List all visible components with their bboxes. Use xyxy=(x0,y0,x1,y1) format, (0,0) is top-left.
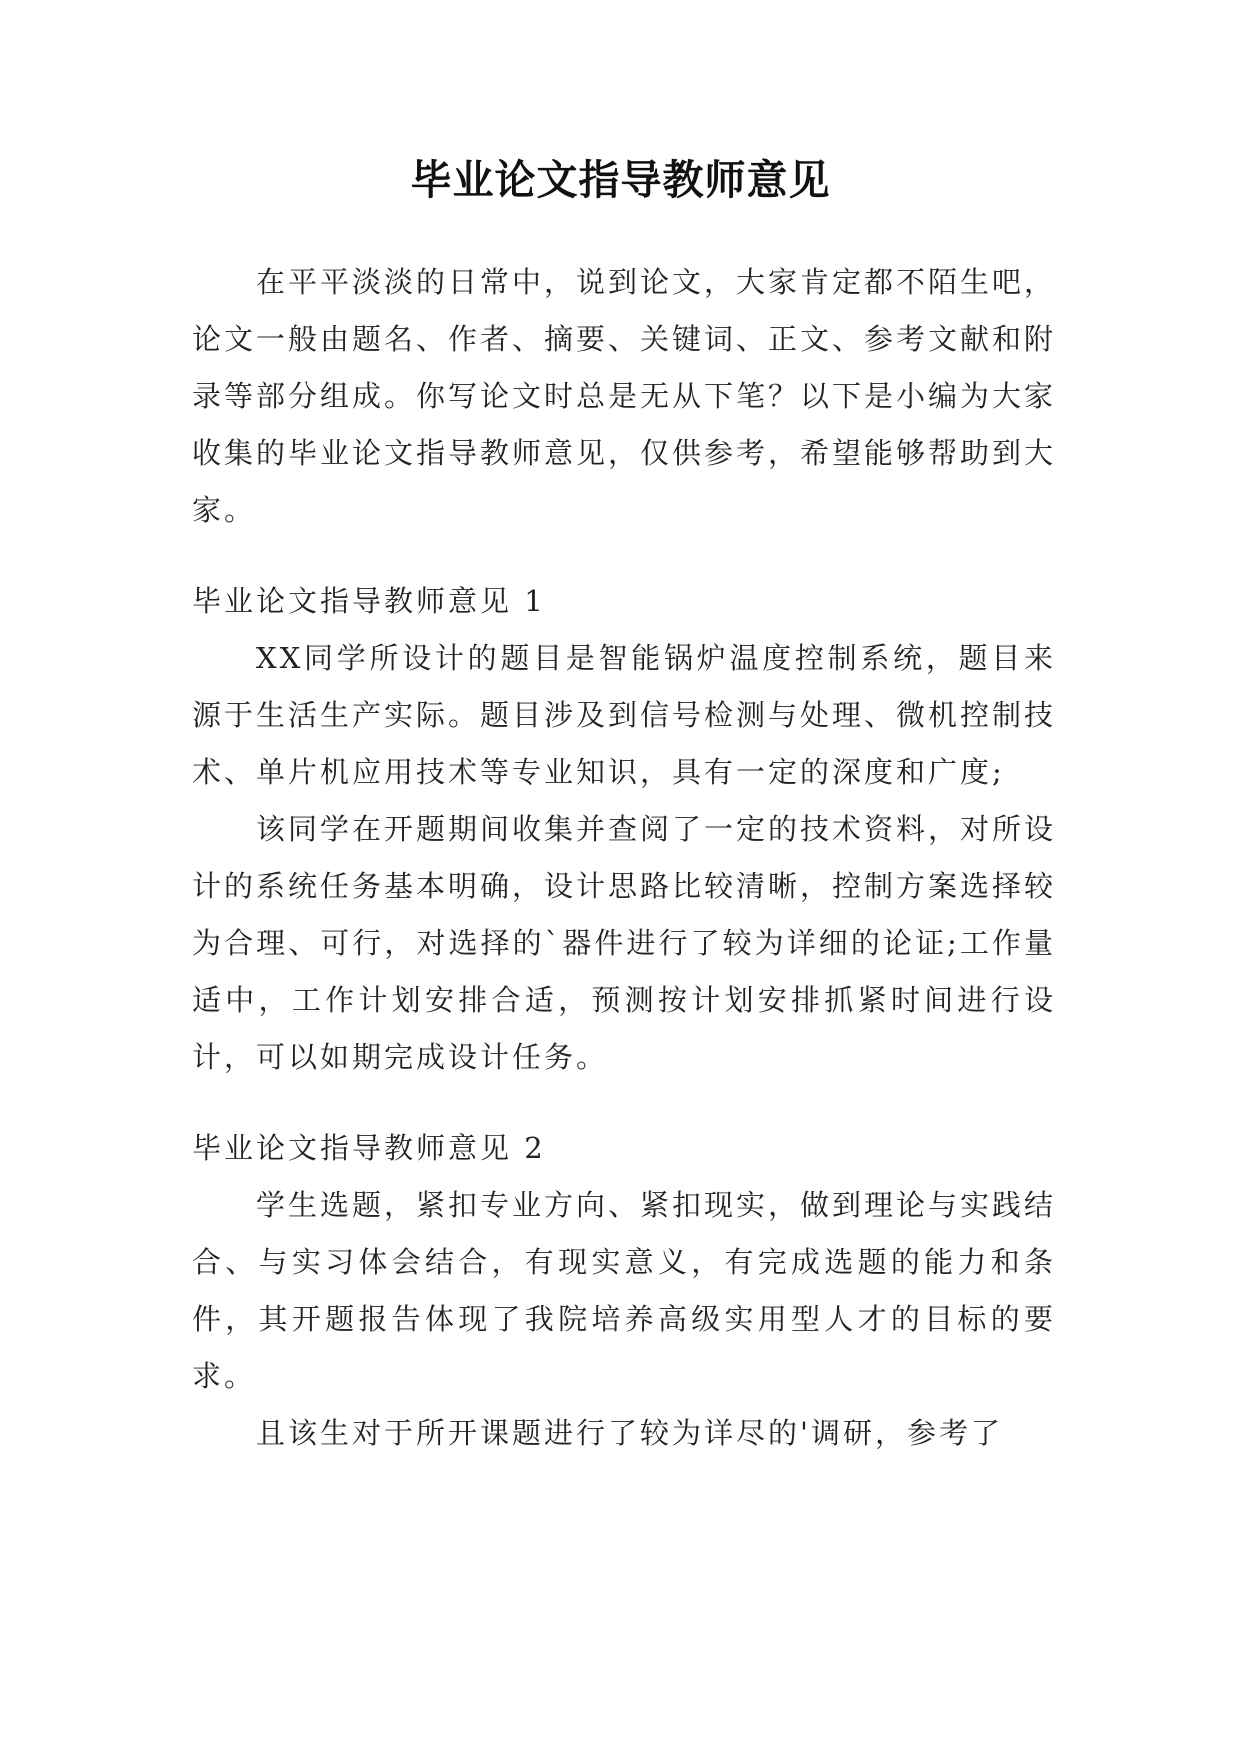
section-1-paragraph-1: XX同学所设计的题目是智能锅炉温度控制系统，题目来源于生活生产实际。题目涉及到信号检测与处理、微机控制技术、单片机应用技术等专业知识，具有一定的深度和广度; xyxy=(192,641,1057,789)
section-spacer xyxy=(192,1086,1056,1120)
section-2-paragraph-1: 学生选题，紧扣专业方向、紧扣现实，做到理论与实践结合、与实习体会结合，有现实意义，有完成选题的能力和条件，其开题报告体现了我院培养高级实用型人才的目标的要求。 xyxy=(192,1188,1057,1393)
section-2-paragraph-2: 且该生对于所开课题进行了较为详尽的'调研，参考了 xyxy=(256,1416,1003,1450)
document-body xyxy=(192,254,1056,1462)
intro-paragraph: 在平平淡淡的日常中，说到论文，大家肯定都不陌生吧，论文一般由题名、作者、摘要、关键词、正文、参考文献和附录等部分组成。你写论文时总是无从下笔？以下是小编为大家收集的毕业论文指导教师意见，仅供参考，希望能够帮助到大家。 xyxy=(192,265,1057,527)
section-heading-2: 毕业论文指导教师意见 2 xyxy=(192,1131,546,1165)
document-title: 毕业论文指导教师意见 xyxy=(410,156,831,204)
section-1-paragraph-2: 该同学在开题期间收集并查阅了一定的技术资料，对所设计的系统任务基本明确，设计思路比较清晰，控制方案选择较为合理、可行，对选择的`器件进行了较为详细的论证;工作量适中，工作计划安排合适，预测按计划安排抓紧时间进行设计，可以如期完成设计任务。 xyxy=(192,812,1057,1074)
section-heading-1: 毕业论文指导教师意见 1 xyxy=(192,584,546,618)
section-spacer xyxy=(192,539,1056,573)
